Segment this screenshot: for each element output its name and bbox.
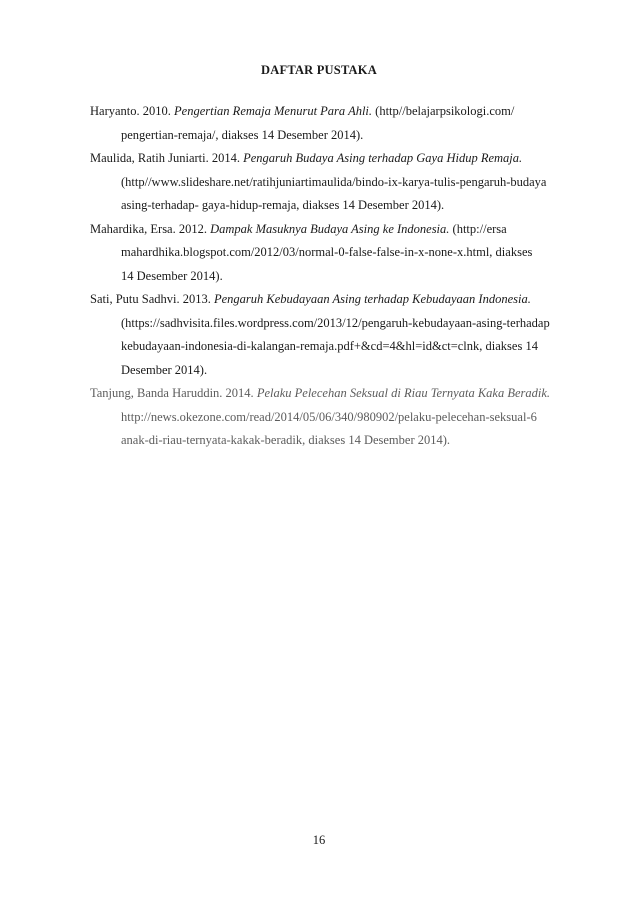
reference-author-year: Mahardika, Ersa. 2012. (90, 221, 211, 236)
reference-continuation-line: http://news.okezone.com/read/2014/05/06/340/980902/pelaku-pelecehan-seksual-6 (121, 409, 537, 424)
reference-author-year: Maulida, Ratih Juniarti. 2014. (90, 151, 244, 165)
reference-source: (http//belajarpsikologi.com/ (372, 104, 515, 118)
reference-continuation-line: anak-di-riau-ternyata-kakak-beradik, diakses 14 Desember 2014). (121, 433, 451, 447)
reference-first-line (90, 288, 555, 312)
page-heading: DAFTAR PUSTAKA (261, 63, 377, 77)
reference-title: Dampak Masuknya Budaya Asing ke Indonesia. (210, 221, 450, 236)
reference-source: (http://ersa (449, 221, 507, 236)
reference-first-line (90, 100, 555, 124)
reference-author-year: Tanjung, Banda Haruddin. 2014. (90, 386, 257, 400)
reference-continuation-line: mahardhika.blogspot.com/2012/03/normal-0-false-false-in-x-none-x.html, diakses (121, 245, 533, 259)
reference-list (90, 100, 555, 453)
reference-title: Pengertian Remaja Menurut Para Ahli. (174, 104, 373, 118)
reference-continuation-line: kebudayaan-indonesia-di-kalangan-remaja.pdf+&cd=4&hl=id&ct=clnk, diakses 14 (121, 339, 538, 353)
reference-continuation-line: pengertian-remaja/, diakses 14 Desember 2014). (121, 127, 364, 142)
reference-entry (90, 147, 555, 218)
reference-first-line (90, 147, 555, 171)
reference-first-line (90, 218, 555, 242)
reference-title: Pelaku Pelecehan Seksual di Riau Ternyata Kaka Beradik. (256, 386, 551, 400)
reference-author-year: Haryanto. 2010. (90, 104, 175, 118)
reference-entry (90, 288, 555, 382)
reference-continuation-line: 14 Desember 2014). (121, 268, 223, 283)
reference-first-line (90, 382, 555, 406)
reference-continuation-line: Desember 2014). (121, 362, 208, 377)
reference-title: Pengaruh Budaya Asing terhadap Gaya Hidup Remaja. (243, 151, 523, 165)
page-number: 16 (312, 833, 326, 847)
reference-entry (90, 218, 555, 289)
reference-title: Pengaruh Kebudayaan Asing terhadap Kebudayaan Indonesia. (213, 292, 531, 306)
reference-entry (90, 382, 555, 453)
reference-author-year: Sati, Putu Sadhvi. 2013. (90, 292, 214, 306)
reference-continuation-line: (http//www.slideshare.net/ratihjuniartimaulida/bindo-ix-karya-tulis-pengaruh-budaya (121, 174, 547, 189)
reference-continuation-line: asing-terhadap- gaya-hidup-remaja, diakses 14 Desember 2014). (121, 198, 445, 212)
reference-continuation-line: (https://sadhvisita.files.wordpress.com/2013/12/pengaruh-kebudayaan-asing-terhadap (121, 315, 550, 330)
reference-entry (90, 100, 555, 147)
